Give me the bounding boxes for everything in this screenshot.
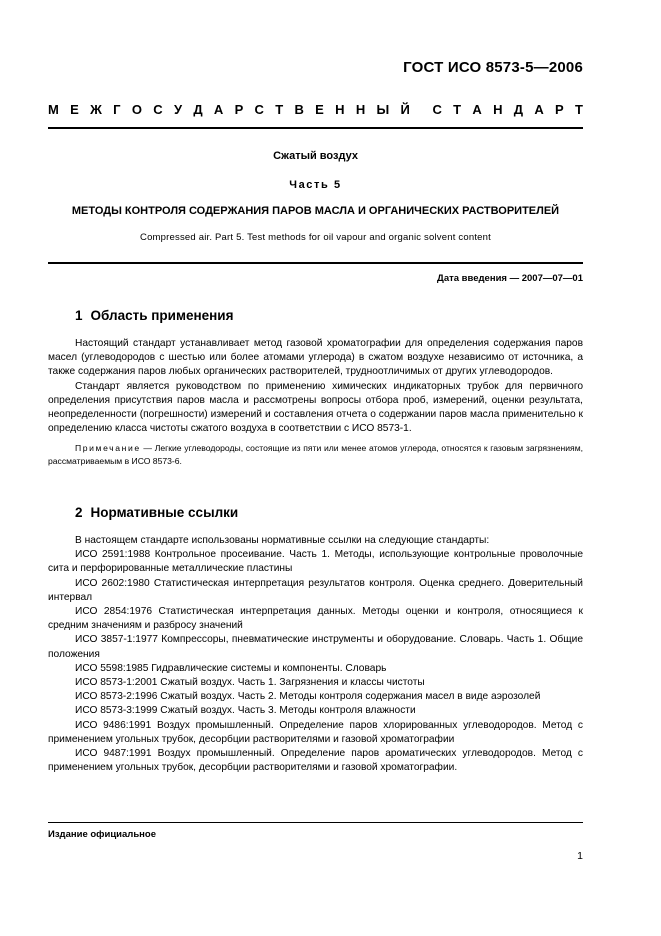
section-title: Нормативные ссылки [90,505,239,520]
standard-type-letter: С [153,102,163,117]
section-heading [75,308,583,323]
paragraph: В настоящем стандарте использованы нормативные ссылки на следующие стандарты: [75,535,490,546]
title-subtitle: Сжатый воздух [273,150,358,162]
section-number: 2 [75,505,83,520]
standard-type-letter: Д [513,102,524,117]
note-label: Примечание [75,443,141,454]
standard-type-letter: Г [113,102,121,117]
standard-type-letter: Р [234,102,244,117]
standard-type-letter: Н [335,102,345,117]
header-rule [48,127,583,129]
title-part: Часть 5 [289,179,342,191]
standard-type-letter: М [48,102,59,117]
footer-rule [48,822,583,823]
standard-type-letter: В [294,102,304,117]
standard-type-letter: А [472,102,482,117]
section-scope [48,308,583,468]
standard-type-letter: Н [355,102,366,117]
document-number: ГОСТ ИСО 8573-5—2006 [403,59,583,76]
standard-type-letter: А [213,102,224,117]
paragraph: Стандарт является руководством по применению химических индикаторных трубок для первичного определения присутствия паров масла и рассмотрены вопросы отбора проб, измерений, оценки результата, неопределенности (погрешности) измерений и составления отчета о содержании паров масла применительно к определению класса чистоты сжатого воздуха в соответствии с ИСО 8573-1. [48,380,583,435]
section-heading [75,505,583,520]
standard-type-letter: Т [275,102,284,117]
section-normative-references [48,505,583,775]
section-title: Область применения [90,308,234,323]
reference-item: ИСО 8573-2:1996 Сжатый воздух. Часть 2. Методы контроля содержания масел в виде аэрозолей [75,691,541,703]
reference-item: ИСО 3857-1:1977 Компрессоры, пневматические инструменты и оборудование. Словарь. Часть 1. Общие положения [48,634,583,660]
standard-type-letter: Ы [376,102,390,117]
standard-type-heading [48,102,583,117]
standard-type-letter: Е [70,102,79,117]
standard-type-letter: С [254,102,264,117]
standard-type-letter: Й [400,102,410,117]
reference-item: ИСО 2602:1980 Статистическая интерпретация результатов контроля. Оценка среднего. Доверительный интервал [48,577,583,603]
note [48,442,583,468]
standard-type-letter: Д [193,102,203,117]
standard-type-letter: Р [555,102,564,117]
reference-item: ИСО 2854:1976 Статистическая интерпретация данных. Методы оценки и контроля, относящиеся к средним значениям и разбросу значений [48,606,583,632]
standard-type-letter: А [534,102,544,117]
reference-item: ИСО 8573-3:1999 Сжатый воздух. Часть 3. Методы контроля влажности [75,705,416,717]
standard-type-letter: Н [493,102,503,117]
standard-type-letter: У [173,102,183,117]
reference-item: ИСО 8573-1:2001 Сжатый воздух. Часть 1. Загрязнения и классы чистоты [75,677,425,689]
introduction-date: Дата введения — 2007—07—01 [437,273,583,284]
reference-item: ИСО 2591:1988 Контрольное просеивание. Часть 1. Методы, использующие контрольные проволочные сита и перфорированные металлические пластины [48,549,583,575]
title-english: Compressed air. Part 5. Test methods for oil vapour and organic solvent content [140,232,491,243]
reference-item: ИСО 9487:1991 Воздух промышленный. Определение паров ароматических углеводородов. Метод с применением угольных трубок, десорбции растворителями и газовой хроматографии. [48,748,583,774]
standard-type-letter: О [131,102,142,117]
page-number: 1 [577,850,583,862]
paragraph: Настоящий стандарт устанавливает метод газовой хроматографии для определения содержания паров масел (углеводородов с шестью или более атомами углерода) в сжатом воздухе независимо от источника, а также содержания паров любых органических растворителей, трудноотличимых от других углеводородов. [48,338,583,378]
reference-item: ИСО 9486:1991 Воздух промышленный. Определение паров хлорированных углеводородов. Метод с применением угольных трубок, десорбции растворителями и газовой хроматографии [48,719,583,745]
section-number: 1 [75,308,83,323]
note-text: — Легкие углеводороды, состоящие из пяти или менее атомов углерода, относятся к газовым загрязнениям, рассматриваемым в ИСО 8573-6. [48,443,583,467]
standard-type-letter: Т [575,102,583,117]
standard-type-letter: Т [453,102,462,117]
standard-type-letter: Е [315,102,324,117]
standard-type-letter: С [432,102,442,117]
title-main: МЕТОДЫ КОНТРОЛЯ СОДЕРЖАНИЯ ПАРОВ МАСЛА И ОРГАНИЧЕСКИХ РАСТВОРИТЕЛЕЙ [71,205,560,217]
title-rule [48,262,583,264]
edition-label: Издание официальное [48,829,156,840]
standard-type-letter: Ж [90,102,102,117]
reference-item: ИСО 5598:1985 Гидравлические системы и компоненты. Словарь [75,662,387,674]
